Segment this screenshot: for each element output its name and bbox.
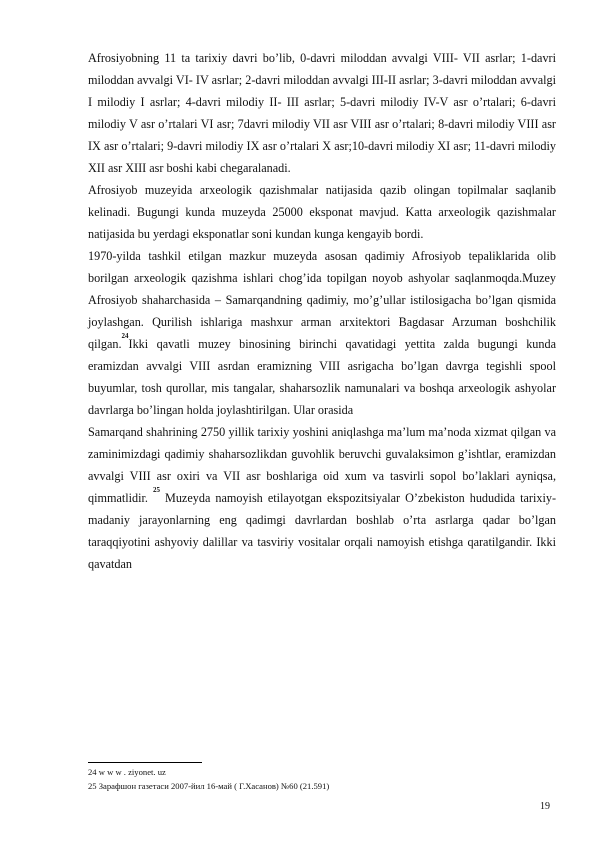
paragraph-text: Muzeyda namoyish etilayotgan ekspozitsiyalar O’zbekiston hududida tarixiy-madaniy jarayonlarning eng qadimgi davrlardan boshlab o’rta asrlarga qadar bo’lgan taraqqiyotini ashyoviy dalillar va tasviriy vositalar orqali namoyish etishga qaratilgandir. Ikki qavatdan (88, 491, 557, 571)
paragraph-text: Ikki qavatli muzey binosining birinchi qavatidagi yettita zalda bugungi kunda eramizdan avvalgi VIII asrdan eramizning VIII asrigacha bo’lgan davrga tegishli spool buyumlar, tosh qurollar, mis tangalar, shaharsozlik namunalari va boshqa arxeologik ashyolar davrlarga bo’lingan holda joylashtirilgan. Ular orasida (88, 337, 556, 417)
paragraph-samarkand-age (88, 421, 556, 575)
footnotes (88, 765, 556, 793)
paragraph-text: Samarqand shahrining 2750 yillik tarixiy yoshini aniqlashga ma’lum ma’noda xizmat qilgan va zaminimizdagi qadimiy shaharsozlikdan guvohlik beruvchi guvalaksimon g’ishtlar, eramizdan avvalgi VIII asr oxiri va VII asr boshlariga oid xum va tasvirli sopol bo’laklari ayniqsa, qimmatlidir. (88, 425, 556, 505)
footnote-reference: 24 (121, 332, 129, 340)
paragraph-museum-founding (88, 245, 556, 421)
footnote-25: 25 Зарафшон газетаси 2007-йил 16-май ( Г.Хасанов) №60 (21.591) (88, 781, 330, 791)
paragraph-historical-periods: Afrosiyobning 11 ta tarixiy davri bo’lib, 0-davri miloddan avvalgi VIII- VII asrlar; 1-davri miloddan avvalgi VI- IV asrlar; 2-davri miloddan avvalgi III-II asrlar; 3-davri miloddan avvalgi I milodiy I asrlar; 4-davri milodiy II- III asrlar; 5-davri milodiy IV-V asr o’rtalari; 6-davri milodiy V asr o’rtalari VI asr; 7davri milodiy VII asr VIII asr o’rtalari; 8-davri milodiy VIII asr IX asr o’rtalari; 9-davri milodiy IX asr o’rtalari X asr;10-davri milodiy XI asr; 11-davri milodiy XII asr XIII asr boshi kabi chegaralanadi. (88, 51, 556, 175)
paragraph-museum-collection: Afrosiyob muzeyida arxeologik qazishmalar natijasida qazib olingan topilmalar saqlanib kelinadi. Bugungi kunda muzeyda 25000 eksponat mavjud. Katta arxeologik qazishmalar natijasida bu yerdagi eksponatlar soni kundan kunga kengayib bordi. (88, 183, 556, 241)
footnote-separator (88, 762, 202, 763)
paragraph-text: 1970-yilda tashkil etilgan mazkur muzeyda asosan qadimiy Afrosiyob tepaliklarida olib borilgan arxeologik qazishma ishlari chog’ida topilgan noyob ashyolar saqlanmoqda.Muzey Afrosiyob shaharchasida – Samarqandning qadimiy, mo’g’ullar istilosigacha bo’lgan qismida joylashgan. Qurilish ishlariga mashxur arman arxitektori Bagdasar Arzuman boshchilik qilgan. (88, 249, 556, 351)
document-body (88, 47, 556, 575)
footnote-reference: 25 (152, 486, 160, 494)
footnote-24: 24 w w w . ziyonet. uz (88, 767, 166, 777)
page-number: 19 (540, 801, 550, 812)
